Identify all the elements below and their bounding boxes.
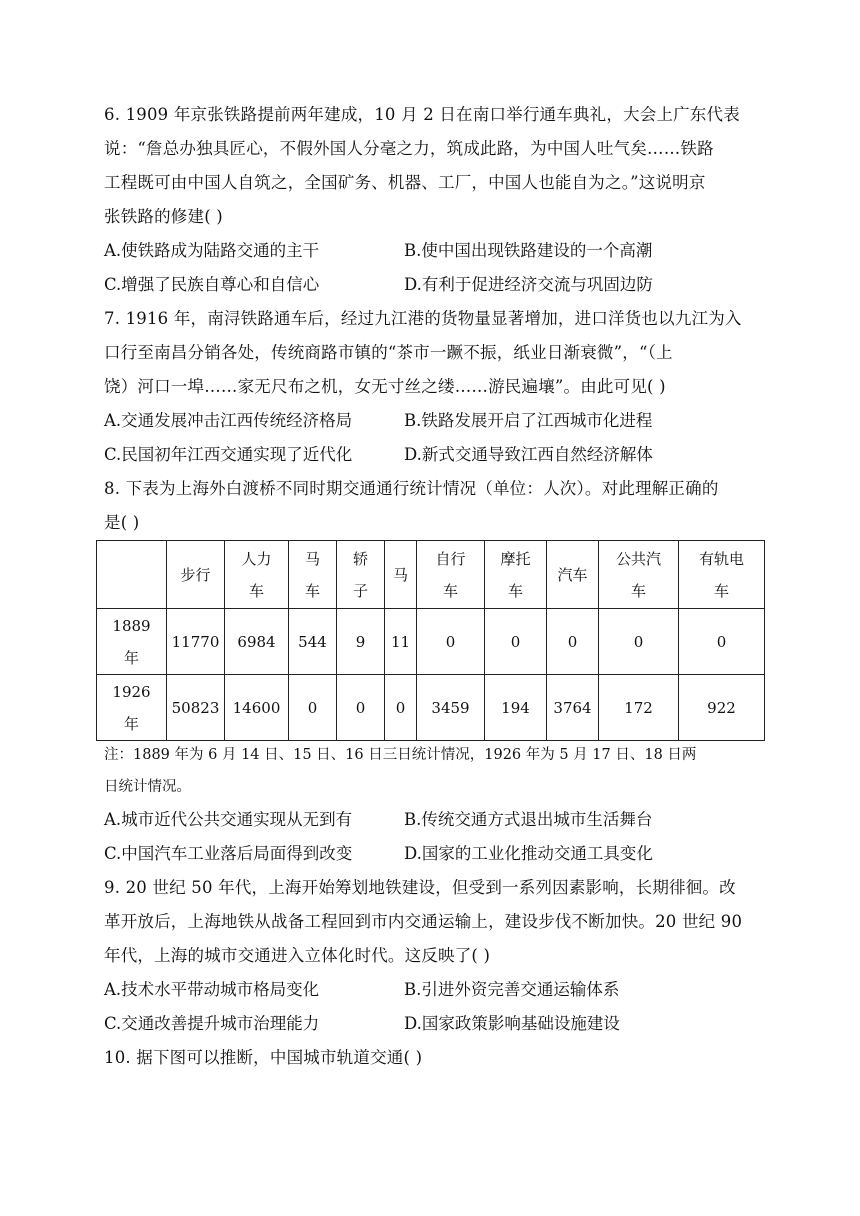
header-cell-blank: [97, 541, 167, 609]
table-cell: 0: [485, 609, 547, 675]
row-year-cell: 1889 年: [97, 609, 167, 675]
row-year-cell: 1926 年: [97, 675, 167, 741]
table-cell: 11: [385, 609, 417, 675]
q8-option-b: B.传统交通方式退出城市生活舞台: [404, 810, 653, 829]
q9-option-b: B.引进外资完善交通运输体系: [404, 980, 620, 999]
table-cell: 0: [599, 609, 679, 675]
q7-stem-line-3: 饶）河口一埠……家无尺布之机，女无寸丝之缕……游民遍壤”。由此可见( ): [104, 377, 666, 396]
traffic-statistics-table: [96, 540, 765, 741]
q6-stem-line-3: 工程既可由中国人自筑之，全国矿务、机器、工厂，中国人也能自为之。”这说明京: [104, 173, 706, 192]
table-cell: 50823: [167, 675, 225, 741]
q8-option-c: C.中国汽车工业落后局面得到改变: [104, 844, 353, 863]
q6-stem-line-1: 6. 1909 年京张铁路提前两年建成，10 月 2 日在南口举行通车典礼，大会上广东代表: [104, 105, 740, 124]
q10-stem-line-1: 10. 据下图可以推断，中国城市轨道交通( ): [104, 1048, 423, 1067]
q7-stem-line-2: 口行至南昌分销各处，传统商路市镇的“茶市一蹶不振，纸业日渐衰微”，“（上: [104, 343, 673, 362]
table-cell: 3459: [417, 675, 485, 741]
table-cell: 6984: [225, 609, 289, 675]
q8-stem-line-1: 8. 下表为上海外白渡桥不同时期交通通行统计情况（单位：人次）。对此理解正确的: [104, 479, 719, 498]
table-cell: 544: [289, 609, 337, 675]
q6-option-d: D.有利于促进经济交流与巩固边防: [404, 275, 653, 294]
q7-option-c: C.民国初年江西交通实现了近代化: [104, 445, 353, 464]
header-cell-carriage: 马 车: [289, 541, 337, 609]
q6-option-a: A.使铁路成为陆路交通的主干: [104, 241, 320, 260]
header-cell-sedan-chair: 轿 子: [337, 541, 385, 609]
header-cell-horse: 马: [385, 541, 417, 609]
q8-table-note-line-2: 日统计情况。: [104, 779, 191, 795]
table-cell: 11770: [167, 609, 225, 675]
q6-option-c: C.增强了民族自尊心和自信心: [104, 275, 320, 294]
q9-option-d: D.国家政策影响基础设施建设: [404, 1014, 620, 1033]
table-cell: 3764: [547, 675, 599, 741]
q6-stem-line-4: 张铁路的修建( ): [104, 207, 223, 226]
table-cell: 172: [599, 675, 679, 741]
q9-stem-line-1: 9. 20 世纪 50 年代，上海开始筹划地铁建设，但受到一系列因素影响，长期徘徊。改: [104, 878, 736, 897]
table-cell: 0: [337, 675, 385, 741]
table-cell: 0: [289, 675, 337, 741]
header-cell-walk: 步行: [167, 541, 225, 609]
q9-stem-line-3: 年代，上海的城市交通进入立体化时代。这反映了( ): [104, 946, 491, 965]
table-cell: 0: [385, 675, 417, 741]
q7-option-d: D.新式交通导致江西自然经济解体: [404, 445, 653, 464]
q9-option-c: C.交通改善提升城市治理能力: [104, 1014, 320, 1033]
table-cell: 0: [547, 609, 599, 675]
q6-option-b: B.使中国出现铁路建设的一个高潮: [404, 241, 653, 260]
table-row: [97, 609, 765, 675]
header-cell-bus: 公共汽 车: [599, 541, 679, 609]
q8-stem-line-2: 是( ): [104, 513, 140, 532]
table-cell: 922: [679, 675, 765, 741]
header-cell-rickshaw: 人力 车: [225, 541, 289, 609]
table-cell: 9: [337, 609, 385, 675]
q9-option-a: A.技术水平带动城市格局变化: [104, 980, 320, 999]
q8-option-a: A.城市近代公共交通实现从无到有: [104, 810, 353, 829]
header-cell-tram: 有轨电 车: [679, 541, 765, 609]
header-cell-motorcycle: 摩托 车: [485, 541, 547, 609]
header-cell-automobile: 汽车: [547, 541, 599, 609]
q8-option-d: D.国家的工业化推动交通工具变化: [404, 844, 653, 863]
table-cell: 194: [485, 675, 547, 741]
q6-stem-line-2: 说：“詹总办独具匠心，不假外国人分毫之力，筑成此路，为中国人吐气矣……铁路: [104, 139, 714, 158]
q7-option-b: B.铁路发展开启了江西城市化进程: [404, 411, 653, 430]
q8-table-note-line-1: 注：1889 年为 6 月 14 日、15 日、16 日三日统计情况，1926 年为 5 月 17 日、18 日两: [104, 747, 697, 763]
q9-stem-line-2: 革开放后，上海地铁从战备工程回到市内交通运输上，建设步伐不断加快。20 世纪 90: [104, 912, 743, 931]
table-row: [97, 675, 765, 741]
table-cell: 0: [679, 609, 765, 675]
table-header-row: [97, 541, 765, 609]
q7-option-a: A.交通发展冲击江西传统经济格局: [104, 411, 353, 430]
header-cell-bicycle: 自行 车: [417, 541, 485, 609]
table-cell: 0: [417, 609, 485, 675]
q7-stem-line-1: 7. 1916 年，南浔铁路通车后，经过九江港的货物量显著增加，进口洋货也以九江为入: [104, 309, 742, 328]
table-cell: 14600: [225, 675, 289, 741]
